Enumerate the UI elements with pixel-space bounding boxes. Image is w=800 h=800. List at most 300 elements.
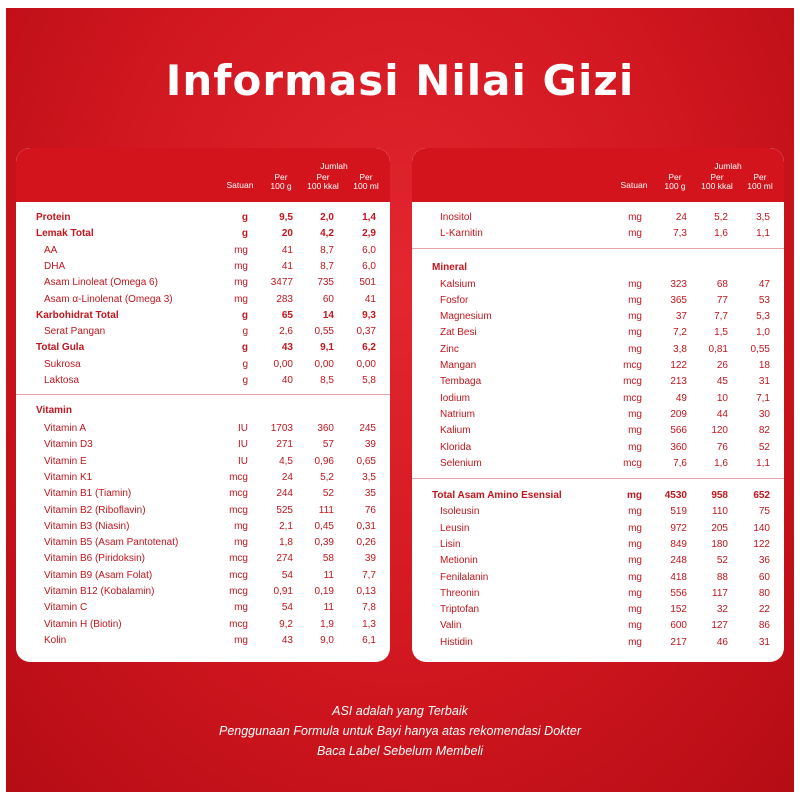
value-per-100kkal: 0,19 xyxy=(314,586,334,597)
nutrient-name: Inositol xyxy=(440,212,472,223)
table-row xyxy=(16,275,390,291)
value-per-100ml: 31 xyxy=(758,636,770,648)
unit-cell: mg xyxy=(628,538,642,550)
value-per-100g: 43 xyxy=(281,342,293,354)
value-per-100kkal: 76 xyxy=(716,441,728,453)
nutrition-table-left: Jumlah Satuan Per 100 g Per 100 kkal Per 100 ml Protein g 9,5 2,0 1,4 Lemak Total g 20 4,2 2,9 AA mg 41 8,7 6,0 DHA mg 41 8,7 6,0 Asam Linoleat (Omega 6) mg 3477 735 501 Asam α-Linolenat (Omega 3) mg 283 60 41 Karbohidrat Total g 65 14 9,3 Serat Pangan g 2,6 0,55 0,37 Total Gula g 43 9,1 6,2 Sukrosa g 0,00 0,00 0,00 Laktosa g 40 8,5 5,8 Vitamin Vitamin A IU 1703 360 245 Vitamin D3 IU 271 57 39 Vitamin E IU 4,5 0,96 0,65 Vitamin K1 mcg 24 5,2 3,5 Vitamin B1 (Tiamin) mcg 244 52 35 Vitamin B2 (Riboflavin) mcg 525 111 76 Vitamin B3 (Niasin) mg 2,1 0,45 0,31 Vitamin B5 (Asam Pantotenat) mg 1,8 0,39 0,26 Vitamin B6 (Piridoksin) mcg 274 58 39 Vitamin B9 (Asam Folat) mcg 54 11 7,7 Vitamin B12 (Kobalamin) mcg 0,91 0,19 0,13 Vitamin C mg 54 11 7,8 Vitamin H (Biotin) mcg 9,2 1,9 1,3 Kolin mg 43 9,0 6,1 xyxy=(16,148,390,662)
value-per-100g: 4530 xyxy=(664,490,687,501)
value-per-100kkal: 205 xyxy=(711,522,728,534)
unit-cell: mg xyxy=(628,506,642,518)
nutrient-name: Vitamin D3 xyxy=(44,439,93,451)
value-per-100ml: 3,5 xyxy=(756,212,770,223)
table-row xyxy=(16,324,390,340)
value-per-100ml: 76 xyxy=(364,504,376,516)
unit-cell: mcg xyxy=(229,618,248,630)
value-per-100ml: 1,3 xyxy=(362,618,376,630)
table-row xyxy=(412,602,784,618)
table-row xyxy=(412,635,784,651)
divider xyxy=(16,394,390,395)
nutrient-name: Tembaga xyxy=(440,376,482,388)
value-per-100g: 3,8 xyxy=(673,343,687,355)
value-per-100ml: 41 xyxy=(364,293,376,305)
value-per-100g: 1,8 xyxy=(279,537,293,549)
value-per-100ml: 36 xyxy=(758,555,770,567)
value-per-100g: 4,5 xyxy=(279,455,293,467)
value-per-100kkal: 0,39 xyxy=(314,537,334,549)
nutrient-name: Vitamin E xyxy=(44,455,87,467)
nutrient-name: Leusin xyxy=(440,522,470,534)
header-jumlah: Jumlah xyxy=(320,161,348,171)
value-per-100g: 3477 xyxy=(270,277,293,289)
nutrient-name: Fosfor xyxy=(440,294,469,306)
header-per100g: Per 100 g xyxy=(270,172,292,191)
value-per-100g: 566 xyxy=(670,425,687,437)
nutrient-name: Threonin xyxy=(440,587,480,599)
table-row xyxy=(412,293,784,309)
value-per-100ml: 18 xyxy=(758,360,770,371)
value-per-100kkal: 117 xyxy=(712,587,728,599)
nutrient-name: Vitamin A xyxy=(44,423,87,434)
value-per-100ml: 39 xyxy=(364,439,376,451)
nutrient-name: Klorida xyxy=(440,441,472,453)
table-row xyxy=(16,600,390,616)
unit-cell: mg xyxy=(628,278,642,290)
unit-cell: mg xyxy=(628,311,642,323)
unit-cell: mg xyxy=(628,343,642,355)
value-per-100kkal: 52 xyxy=(716,555,728,567)
value-per-100ml: 60 xyxy=(758,571,770,583)
value-per-100g: 9,5 xyxy=(279,212,293,223)
nutrient-name: Metionin xyxy=(440,555,478,567)
unit-cell: mg xyxy=(234,293,248,305)
header-per100ml: Per 100 ml xyxy=(747,172,773,191)
nutrient-name: Vitamin B2 (Riboflavin) xyxy=(44,504,146,516)
value-per-100kkal: 10 xyxy=(716,392,728,404)
value-per-100g: 7,3 xyxy=(673,228,687,240)
value-per-100kkal: 8,5 xyxy=(320,375,334,386)
value-per-100g: 122 xyxy=(670,360,687,371)
nutrient-name: Zinc xyxy=(440,343,459,355)
table-row xyxy=(412,570,784,586)
nutrient-name: Total Asam Amino Esensial xyxy=(432,490,562,501)
table-row xyxy=(16,308,390,324)
value-per-100ml: 2,9 xyxy=(362,228,376,240)
value-per-100kkal: 127 xyxy=(711,620,728,632)
table-row xyxy=(412,309,784,325)
value-per-100ml: 9,3 xyxy=(362,309,376,321)
value-per-100ml: 1,1 xyxy=(756,457,770,469)
unit-cell: mg xyxy=(234,634,248,646)
value-per-100g: 40 xyxy=(281,375,293,386)
divider xyxy=(412,248,784,249)
nutrient-name: Kalsium xyxy=(440,278,476,290)
value-per-100ml: 82 xyxy=(758,425,770,437)
header-per100ml: Per 100 ml xyxy=(353,172,379,191)
value-per-100ml: 245 xyxy=(359,423,376,434)
value-per-100kkal: 77 xyxy=(716,294,728,306)
value-per-100ml: 122 xyxy=(753,538,770,550)
value-per-100kkal: 5,2 xyxy=(320,471,334,483)
table-row xyxy=(16,292,390,308)
value-per-100ml: 0,37 xyxy=(356,326,376,338)
value-per-100g: 217 xyxy=(670,636,687,648)
value-per-100ml: 1,0 xyxy=(756,327,770,339)
value-per-100kkal: 7,7 xyxy=(714,311,728,323)
table-row xyxy=(412,537,784,553)
table-row xyxy=(16,454,390,470)
unit-cell: mcg xyxy=(229,569,248,581)
unit-cell: mg xyxy=(628,441,642,453)
value-per-100kkal: 52 xyxy=(322,488,334,500)
value-per-100g: 2,1 xyxy=(279,520,293,532)
nutrient-name: Vitamin B1 (Tiamin) xyxy=(44,488,132,500)
unit-cell: mg xyxy=(628,212,642,223)
unit-cell: mg xyxy=(628,425,642,437)
table-row xyxy=(16,535,390,551)
table-row xyxy=(412,440,784,456)
nutrient-name: Vitamin B12 (Kobalamin) xyxy=(44,586,155,597)
value-per-100ml: 0,55 xyxy=(750,343,770,355)
unit-cell: mcg xyxy=(623,457,642,469)
table-row xyxy=(412,407,784,423)
value-per-100kkal: 735 xyxy=(317,277,334,289)
value-per-100kkal: 45 xyxy=(716,376,728,388)
table-row xyxy=(16,486,390,502)
table-row xyxy=(16,373,390,389)
value-per-100g: 54 xyxy=(281,602,293,614)
value-per-100g: 0,91 xyxy=(273,586,293,597)
value-per-100g: 54 xyxy=(281,569,293,581)
value-per-100kkal: 111 xyxy=(318,504,334,516)
table-row xyxy=(16,470,390,486)
value-per-100kkal: 8,7 xyxy=(320,244,334,256)
value-per-100g: 41 xyxy=(281,244,293,256)
value-per-100ml: 5,8 xyxy=(362,375,376,386)
nutrient-name: Vitamin B6 (Piridoksin) xyxy=(44,553,145,565)
value-per-100ml: 7,8 xyxy=(362,602,376,614)
unit-cell: IU xyxy=(238,455,248,467)
value-per-100kkal: 88 xyxy=(716,571,728,583)
divider xyxy=(412,478,784,479)
value-per-100g: 0,00 xyxy=(273,358,293,370)
nutrient-name: Protein xyxy=(36,212,71,223)
nutrient-name: Total Gula xyxy=(36,342,85,354)
value-per-100ml: 1,1 xyxy=(756,228,770,240)
value-per-100g: 49 xyxy=(675,392,687,404)
unit-cell: mg xyxy=(628,228,642,240)
unit-cell: g xyxy=(241,228,248,240)
value-per-100g: 418 xyxy=(670,571,687,583)
value-per-100ml: 140 xyxy=(753,522,770,534)
value-per-100kkal: 1,6 xyxy=(714,228,728,240)
unit-cell: mg xyxy=(628,571,642,583)
table-row xyxy=(412,325,784,341)
table-row xyxy=(412,342,784,358)
nutrient-name: Mangan xyxy=(440,360,477,371)
unit-cell: mg xyxy=(628,555,642,567)
value-per-100g: 283 xyxy=(276,293,293,305)
table-row xyxy=(16,226,390,242)
value-per-100g: 323 xyxy=(670,278,687,290)
value-per-100g: 43 xyxy=(281,634,293,646)
value-per-100kkal: 9,0 xyxy=(320,634,334,646)
value-per-100g: 41 xyxy=(281,260,293,272)
nutrient-name: Vitamin C xyxy=(44,602,88,614)
table-row xyxy=(412,504,784,520)
table-row xyxy=(16,568,390,584)
nutrient-name: Magnesium xyxy=(440,311,492,323)
unit-cell: mg xyxy=(234,520,248,532)
value-per-100g: 849 xyxy=(670,538,687,550)
table-row xyxy=(16,357,390,373)
value-per-100kkal: 26 xyxy=(716,360,728,371)
table-row xyxy=(16,340,390,356)
footer-line-2: Penggunaan Formula untuk Bayi hanya atas rekomendasi Dokter xyxy=(218,724,582,738)
value-per-100g: 519 xyxy=(670,506,687,518)
value-per-100kkal: 1,5 xyxy=(714,327,728,339)
value-per-100kkal: 360 xyxy=(317,423,334,434)
footer-line-3: Baca Label Sebelum Membeli xyxy=(316,744,484,758)
value-per-100g: 556 xyxy=(670,587,687,599)
table-row xyxy=(412,488,784,504)
value-per-100g: 525 xyxy=(276,504,293,516)
table-header xyxy=(412,148,784,202)
value-per-100kkal: 2,0 xyxy=(320,212,334,223)
unit-cell: mg xyxy=(628,587,642,599)
table-row xyxy=(16,421,390,437)
value-per-100g: 972 xyxy=(670,522,687,534)
value-per-100g: 2,6 xyxy=(279,326,293,338)
value-per-100g: 24 xyxy=(675,212,687,223)
value-per-100kkal: 5,2 xyxy=(714,212,728,223)
value-per-100kkal: 0,00 xyxy=(314,358,334,370)
unit-cell: mcg xyxy=(229,586,248,597)
value-per-100ml: 47 xyxy=(758,278,770,290)
nutrient-name: Vitamin B3 (Niasin) xyxy=(44,520,130,532)
value-per-100ml: 0,00 xyxy=(356,358,376,370)
unit-cell: mcg xyxy=(623,376,642,388)
value-per-100ml: 86 xyxy=(758,620,770,632)
unit-cell: g xyxy=(241,342,248,354)
value-per-100kkal: 1,6 xyxy=(714,457,728,469)
header-jumlah: Jumlah xyxy=(714,161,742,171)
nutrient-name: Histidin xyxy=(440,636,473,648)
value-per-100g: 248 xyxy=(670,555,687,567)
table-row xyxy=(16,617,390,633)
value-per-100g: 1703 xyxy=(270,423,293,434)
table-row xyxy=(16,633,390,649)
unit-cell: mcg xyxy=(229,553,248,565)
value-per-100ml: 0,13 xyxy=(356,586,376,597)
value-per-100kkal: 57 xyxy=(322,439,334,451)
nutrient-name: Iodium xyxy=(440,392,471,404)
table-row xyxy=(16,584,390,600)
nutrient-name: Triptofan xyxy=(440,604,480,616)
nutrient-name: Kolin xyxy=(44,634,67,646)
value-per-100ml: 0,65 xyxy=(356,455,376,467)
table-row xyxy=(412,226,784,242)
table-row xyxy=(412,423,784,439)
value-per-100kkal: 8,7 xyxy=(320,260,334,272)
value-per-100ml: 30 xyxy=(758,408,770,420)
unit-cell: mg xyxy=(234,244,248,256)
value-per-100ml: 53 xyxy=(758,294,770,306)
nutrient-name: Asam α-Linolenat (Omega 3) xyxy=(44,293,173,305)
value-per-100g: 360 xyxy=(670,441,687,453)
table-row xyxy=(16,243,390,259)
value-per-100ml: 52 xyxy=(758,441,770,453)
nutrient-name: Vitamin B5 (Asam Pantotenat) xyxy=(44,537,179,549)
value-per-100ml: 0,26 xyxy=(356,537,376,549)
value-per-100g: 65 xyxy=(281,309,293,321)
nutrient-name: DHA xyxy=(44,260,66,272)
value-per-100g: 209 xyxy=(670,408,687,420)
value-per-100g: 24 xyxy=(281,471,293,483)
unit-cell: g xyxy=(242,375,248,386)
unit-cell: mg xyxy=(628,604,642,616)
value-per-100kkal: 0,81 xyxy=(708,343,728,355)
nutrient-name: Zat Besi xyxy=(440,327,477,339)
header-satuan: Satuan xyxy=(620,180,648,190)
nutrient-name: Natrium xyxy=(440,408,476,420)
value-per-100g: 7,2 xyxy=(673,327,687,339)
value-per-100g: 37 xyxy=(675,311,687,323)
table-row xyxy=(412,586,784,602)
table-row xyxy=(412,277,784,293)
unit-cell: mg xyxy=(628,294,642,306)
value-per-100g: 20 xyxy=(281,228,293,240)
value-per-100g: 9,2 xyxy=(279,618,293,630)
unit-cell: mg xyxy=(234,260,248,272)
value-per-100ml: 7,7 xyxy=(362,569,376,581)
value-per-100kkal: 9,1 xyxy=(320,342,334,354)
table-row xyxy=(412,210,784,226)
value-per-100ml: 1,4 xyxy=(362,212,376,223)
value-per-100g: 152 xyxy=(670,604,687,616)
unit-cell: mcg xyxy=(229,504,248,516)
value-per-100kkal: 0,55 xyxy=(314,326,334,338)
table-row xyxy=(16,503,390,519)
value-per-100ml: 6,2 xyxy=(362,342,376,354)
value-per-100kkal: 60 xyxy=(322,293,334,305)
unit-cell: mg xyxy=(628,408,642,420)
table-row xyxy=(16,519,390,535)
nutrient-name: Serat Pangan xyxy=(44,326,106,338)
unit-cell: mg xyxy=(234,602,248,614)
unit-cell: mg xyxy=(628,327,642,339)
value-per-100ml: 39 xyxy=(364,553,376,565)
unit-cell: mg xyxy=(234,277,248,289)
value-per-100kkal: 120 xyxy=(711,425,728,437)
value-per-100kkal: 4,2 xyxy=(320,228,334,240)
value-per-100g: 600 xyxy=(670,620,687,632)
unit-cell: mcg xyxy=(623,360,642,371)
header-per100g: Per 100 g xyxy=(664,172,686,191)
unit-cell: g xyxy=(241,212,248,223)
value-per-100ml: 80 xyxy=(758,587,770,599)
value-per-100kkal: 14 xyxy=(322,309,334,321)
value-per-100kkal: 958 xyxy=(711,490,728,501)
nutrient-name: Asam Linoleat (Omega 6) xyxy=(44,277,158,289)
nutrient-name: L-Karnitin xyxy=(440,228,483,240)
table-row xyxy=(16,210,390,226)
value-per-100kkal: 1,9 xyxy=(320,618,334,630)
value-per-100g: 7,6 xyxy=(673,457,687,469)
table-row xyxy=(16,437,390,453)
header-per100kkal: Per 100 kkal xyxy=(701,172,733,191)
value-per-100kkal: 11 xyxy=(323,602,334,614)
value-per-100ml: 6,0 xyxy=(362,260,376,272)
unit-cell: mcg xyxy=(229,471,248,483)
nutrient-name: Sukrosa xyxy=(44,358,81,370)
value-per-100ml: 3,5 xyxy=(362,471,376,483)
table-row xyxy=(412,456,784,472)
unit-cell: mg xyxy=(628,636,642,648)
nutrient-name: Laktosa xyxy=(44,375,80,386)
nutrient-name: AA xyxy=(44,244,58,256)
unit-cell: mcg xyxy=(229,488,248,500)
value-per-100kkal: 32 xyxy=(716,604,728,616)
value-per-100g: 271 xyxy=(276,439,293,451)
value-per-100g: 213 xyxy=(670,376,687,388)
nutrient-name: Isoleusin xyxy=(440,506,480,518)
value-per-100ml: 31 xyxy=(758,376,770,388)
unit-cell: IU xyxy=(238,439,248,451)
value-per-100ml: 0,31 xyxy=(356,520,376,532)
table-row xyxy=(412,618,784,634)
table-row xyxy=(412,374,784,390)
table-row xyxy=(412,358,784,374)
unit-cell: mg xyxy=(628,620,642,632)
nutrient-name: Vitamin B9 (Asam Folat) xyxy=(44,569,153,581)
page-title: Informasi Nilai Gizi xyxy=(165,56,635,105)
value-per-100g: 365 xyxy=(670,294,687,306)
value-per-100ml: 22 xyxy=(758,604,770,616)
unit-cell: mg xyxy=(627,490,642,501)
header-satuan: Satuan xyxy=(226,180,254,190)
nutrient-name: Fenilalanin xyxy=(440,571,489,583)
nutrient-name: Lemak Total xyxy=(36,228,94,240)
table-row xyxy=(16,551,390,567)
value-per-100ml: 75 xyxy=(758,506,770,518)
footer-line-1: ASI adalah yang Terbaik xyxy=(332,704,468,718)
nutrient-name: Vitamin K1 xyxy=(44,471,93,483)
table-row xyxy=(412,521,784,537)
value-per-100ml: 6,1 xyxy=(362,634,376,646)
value-per-100kkal: 58 xyxy=(322,553,334,565)
nutrient-name: Valin xyxy=(440,620,462,632)
table-header xyxy=(16,148,390,202)
value-per-100kkal: 46 xyxy=(716,636,728,648)
value-per-100kkal: 44 xyxy=(716,408,728,420)
unit-cell: mg xyxy=(234,537,248,549)
header-per100kkal: Per 100 kkal xyxy=(307,172,339,191)
nutrient-name: Karbohidrat Total xyxy=(36,309,119,321)
value-per-100kkal: 68 xyxy=(716,278,728,290)
value-per-100ml: 501 xyxy=(359,277,376,289)
unit-cell: mg xyxy=(628,522,642,534)
value-per-100kkal: 0,96 xyxy=(314,455,334,467)
value-per-100kkal: 0,45 xyxy=(314,520,334,532)
value-per-100kkal: 11 xyxy=(323,569,334,581)
value-per-100kkal: 180 xyxy=(711,538,728,550)
nutrient-name: Kalium xyxy=(440,425,471,437)
table-row xyxy=(412,391,784,407)
table-row xyxy=(412,553,784,569)
unit-cell: g xyxy=(242,358,248,370)
unit-cell: IU xyxy=(238,423,248,434)
table-row xyxy=(16,259,390,275)
